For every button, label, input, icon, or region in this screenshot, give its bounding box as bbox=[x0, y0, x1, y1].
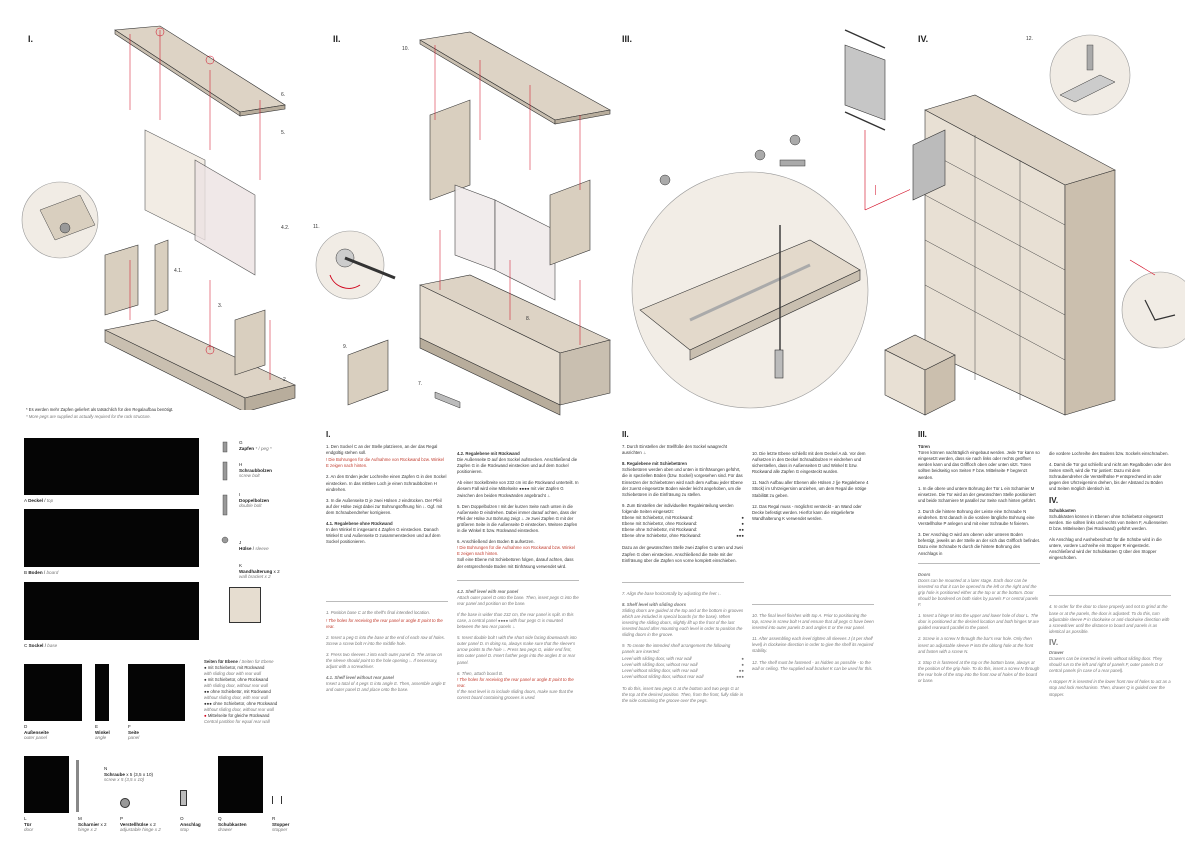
sides-item-4: ●●● ohne Schiebetür, ohne Rückwand without sliding door, without rear wall bbox=[204, 701, 278, 712]
part-i-label: I Doppelbolzen double bolt bbox=[239, 492, 270, 508]
footnote-de: * Es werden mehr Zapfen geliefert als tatsächlich für den Regalaufbau benötigt. bbox=[26, 407, 174, 412]
callout-2: 2. bbox=[283, 377, 288, 383]
part-j-label: J Hülse / sleeve bbox=[239, 540, 269, 551]
step-label-4: IV. bbox=[918, 34, 929, 44]
part-l-image bbox=[24, 756, 69, 813]
step-label-1: I. bbox=[28, 34, 34, 44]
footnote-en: * More pegs are supplied as actually required for the rack structure. bbox=[26, 414, 151, 419]
instructions-col-2: 4.2. Regalebene mit Rückwand Die Außenseite D auf den Sockel aufstecken. Anschließend die Zapfen G in die Rückwand einstecken und auf dem Sockel positionieren. Ab einer Sockelbreite von 232 cm ist die Rückwand unterteilt. In diesem Fall wird eine Mittelseite ●●●● mit vier Zapfen G zwischen den beiden Rückwänden angebracht ↓. 5. Den Doppelbolzen I mit der kurzen Seite nach unten in die Außenseite D eindrehen. Dabei immer darauf achten, dass der Pfeil der Hülse zur Bohrung zeigt ↓. Je zwei Zapfen G mit der größeren Seite in die Außenseite D einstecken. Weitere Zapfen in die Winkel E bzw. Rückwand einstecken. 6. Anschließend den Boden B aufsetzen. ! Die Bohrungen für die Aufnahme von Rückwand bzw. Winkel E zeigen nach hinten. Soll eine Ebene mit Schiebetüren folgen, darauf achten, dass der entsprechende Boden mit Einfräsung verwendet wird. 4.2. Shelf level with rear panel Attach outer panel D onto the base. Then, insert pegs G into the rear panel and position on the base. If the base is wider than 232 cm, the rear panel is split. In this case, a central panel ●●●● with four pegs G is mounted between the two rear panels ↓. 5. Insert double bolt I with the short side facing downwards into outer panel D. In doing so, always make sure that the sleeve's arrow points to the hole ↓. Press two pegs G, wider end first, into outer panel D. Insert further pegs into the angles E or rear panel. 6. Then, attach board B. ! The holes for receiving the rear panel or angle E point to the rear. If the next level is to include sliding doors, make sure that the correct board containing grooves is used. bbox=[457, 451, 579, 700]
sides-item-5: ● Mittelseite für gleiche Rückwand Central partition for equal rear wall bbox=[204, 713, 270, 724]
callout-10: 10. bbox=[402, 46, 409, 52]
assembly-figure-3 bbox=[630, 20, 910, 430]
part-e-image bbox=[95, 664, 109, 721]
callout-6: 6. bbox=[281, 92, 286, 98]
part-b-image bbox=[24, 509, 199, 567]
part-g-label: G Zapfen * / peg * bbox=[239, 440, 272, 451]
part-e-label: E Winkel angle bbox=[95, 724, 110, 740]
part-k-image bbox=[229, 587, 259, 621]
sides-item-3: ●● ohne Schiebetür, mit Rückwand without sliding door, with rear wall bbox=[204, 689, 271, 700]
part-c-image bbox=[24, 582, 199, 640]
part-r-icon bbox=[272, 796, 282, 804]
assembly-figure-1 bbox=[20, 20, 310, 410]
callout-3: 3. bbox=[218, 303, 223, 309]
instructions-col-3: II. 7. Durch Einstellen der Stellfüße den Sockel waagrecht ausrichten ↓. 8. Regalebene mit Schiebetüren Schiebetüren werden oben und unten in Einfräsungen geführt, die in speziellen Böden (bzw. Sockel) vorgesehen sind. Für das Einsetzen der Schiebetüren wird nach dem Aufbau jeder Ebene der zuerst eingesetzte Boden wieder leicht angehoben, um die Schiebetüren in die Einfräsung zu stellen. 9. Zum Einstellen der individuellen Regaleinteilung werden folgende Seiten eingesetzt: Ebene mit Schiebetür, mit Rückwand: ● Ebene mit Schiebetür, ohne Rückwand: ● Ebene ohne Schiebetür, mit Rückwand: ●● Ebene ohne Schiebetür, ohne Rückwand: ●●● Dazu an der gewünschten Stelle zwei Zapfen G unten und zwei Zapfen G oben einstecken. Anschließend die Seite mit der Einfräsung über die Zapfen von vorne komplett einschieben. 7. Align the base horizontally by adjusting the feet ↓. 8. Shelf level with sliding doors Sliding doors are guided at the top and at the bottom in grooves which are included in special boards (or the base). When inserting the sliding doors, slightly lift up the front of the last inserted board after mounting each level in order to position the sliding doors in the groove. 9. To create the intended shelf arrangement the following panels are inserted: Level with sliding door, with rear wall ● Level with sliding door, without rear wall ● Level without sliding door, with rear wall ●● Level without sliding door, without rear wall ●●● To do this, insert two pegs G at the bottom and two pegs G at the top at the desired position. Then, from the front, fully slide in the side containing the groove over the pegs. bbox=[622, 430, 744, 704]
part-f-image bbox=[128, 664, 185, 721]
callout-4-1: 4.1. bbox=[174, 268, 183, 274]
assembly-figure-4 bbox=[875, 20, 1185, 420]
hardware-icons bbox=[218, 440, 232, 560]
instructions-col-5: III. Türen Türen können nachträglich eingebaut werden. Jede Tür kann so eingesetzt werden, dass sie nach links oder rechts geöffnet werden kann und das Griffloch oben oder unten sitzt. Türen sollten beidseitig von Seiten F bzw. Mittelseite F begrenzt werden. 1. In die obere und untere Bohrung der Tür L ein Scharnier M einsetzen. Die Tür wird an der gewünschten Stelle positioniert und beide Scharniere M parallel zur Seite nach hinten geführt. 2. Durch die hintere Bohrung der Leiste eine Schraube N eindrehen. Erst danach in die vordere längliche Bohrung eine Verstellhülse P anlegen und mit einer Schraube N fixieren. 3. Der Anschlag O wird am oberen oder unteren Boden befestigt, jeweils an der Stelle an der sich das Griffloch befindet. Dazu eine Schraube N durch die hintere Bohrung des Anschlags in Doors Doors can be mounted at a later stage. Each door can be inserted so that it can be opened to the left or the right and the grip hole is positioned either at the top or at the bottom. Door should be bordered on both sides by panels F or central panels F. 1. Insert a hinge M into the upper and lower hole of door L. The door is positioned at the desired location and both hinges M are guided rearward parallel to the panel. 2. Screw in a screw N through the bar's rear hole. Only then insert an adjustable sleeve P into the oblong hole at the front and fasten with a screw N. 3. Stop O is fastened at the top or the bottom base, always at the position of the grip hole. To do this, insert a screw N through the rear hole of the stop into the front row of holes of the board or base. bbox=[918, 430, 1040, 683]
sides-item-1: ● mit Schiebetür, mit Rückwand with sliding door with rear wall bbox=[204, 665, 265, 676]
part-n-label: N Schraube x 5 (3,5 x 10) screw x 5 (3,5 x 10) bbox=[104, 766, 154, 782]
part-h-label: H Schraubbolzen screw bolt bbox=[239, 462, 272, 478]
part-r-label: R Stopper stopper bbox=[272, 816, 290, 832]
part-c-label: C Sockel / base bbox=[24, 643, 58, 648]
part-b-label: B Boden / board bbox=[24, 570, 59, 575]
part-a-image bbox=[24, 438, 199, 495]
instructions-col-6: die vordere Lochreihe des Bodens bzw. Sockels einschrauben. 4. Damit die Tür gut schließt und nicht am Regalboden oder den Seiten streift, wird die Tür justiert: Dazu mit dem Schraubendreher die Verstellhülse P entsprechend im oder gegen den Uhrzeigersinn drehen, bis der Abstand zu Böden und Seiten möglich identisch ist. IV. Schubkasten Schubkästen können in Ebenen ohne Schiebetür eingesetzt werden. Sie sollten links und rechts von Seiten F, Außenseiten D bzw. Mittelseiten (bei Rückwand) geführt werden. Als Anschlag und Aushebeschutz für die Schübe wird in die untere, vordere Lochreihe ein Stopper R eingesteckt. Anschließend wird der Schubkasten Q über den Stopper eingeschoben. 4. In order for the door to close properly and not to grind at the base or at the panels, the door is adjusted: To do this, turn adjustable sleeve P in clockwise or anti-clockwise direction with a screwdriver until the distance to board and panels is as identical as possible. IV. Drawer Drawers can be inserted in levels without sliding door. They should run to the left and right of panels F, outer panels D or central panels (in case of a rear panel). A stopper R is inserted in the lower front row of holes to act as a stop and lock mechanism. Then, drawer Q is guided over the stopper. bbox=[1049, 451, 1171, 697]
callout-5: 5. bbox=[281, 130, 286, 136]
part-p-label: P Verstellhülse x 2 adjustable hinge x 2 bbox=[120, 816, 161, 832]
part-a-label: A Deckel / top bbox=[24, 498, 54, 503]
sides-legend: Seiten für Ebene / Seiten für Ebene ● mit Schiebetür, mit Rückwand with sliding door with rear wall ● mit Schiebetür, ohne Rückwand with sliding door, without rear wall ●● ohne Schiebetür, mit Rückwand without sliding door, with rear wall ●●● ohne Schiebetür, ohne Rückwand without sliding door, without rear wall ● Mittelseite für gleiche Rückwand Central partition for equal rear wall bbox=[204, 659, 319, 725]
step-label-3: III. bbox=[622, 34, 633, 44]
part-o-icon bbox=[180, 790, 187, 806]
part-o-label: O Anschlag stop bbox=[180, 816, 201, 832]
callout-7: 7. bbox=[418, 381, 423, 387]
callout-4-2: 4.2. bbox=[281, 225, 290, 231]
step-label-2: II. bbox=[333, 34, 341, 44]
part-f-label: F Seite panel bbox=[128, 724, 140, 740]
col3-title: II. bbox=[622, 430, 629, 439]
part-m-image bbox=[76, 760, 79, 812]
part-q-image bbox=[218, 756, 263, 813]
part-d-image bbox=[24, 664, 82, 721]
instructions-col-4: 10. Die letzte Ebene schließt mit dem Deckel A ab. Vor dem Aufsetzen in den Deckel Schraubbolzen H eindrehen und sicherstellen, dass in Außenseiten D und Winkel E bzw. Rückwand alle Zapfen G eingesteckt wurden. 11. Nach Aufbau aller Ebenen alle Hülsen J (je Regalebene 4 Stück) im Uhrzeigersinn anziehen, um dem Regal die nötige Stabilität zu geben. 12. Das Regal muss - möglichst versteckt - an Wand oder Decke befestigt werden. Hierfür kann die mitgelieferte Wandhalterung K verwendet werden. 10. The final level finishes with top A. Prior to positioning the top, screw in screw bolt H and ensure that all pegs G have been inserted into outer panels D and angles E or the rear panel. 11. After assembling each level tighten all sleeves J (4 per shelf level) in clockwise direction in order to give the shelf its required stability. 12. The shelf must be fastened - as hidden as possible - to the wall or ceiling. The supplied wall bracket K can be used for this. bbox=[752, 451, 874, 671]
assembly-figure-2 bbox=[310, 20, 620, 430]
callout-8: 8. bbox=[526, 316, 531, 322]
col5-title: III. bbox=[918, 430, 927, 439]
callout-9: 9. bbox=[343, 344, 348, 350]
part-k-label: K Wandhalterung x 2 wall bracket x 2 bbox=[239, 563, 280, 579]
part-q-label: Q Schubkasten drawer bbox=[218, 816, 247, 832]
instructions-col-1: I. 1. Den Sockel C an der Stelle platzieren, an der das Regal endgültig stehen soll. ! Die Bohrungen für die Aufnahme von Rückwand bzw. Winkel E zeigen nach hinten. 2. An den Enden jeder Lochreihe einen Zapfen G in den Sockel einstecken. In das mittlere Loch je einen Schraubbolzen H eindrehen. 3. In die Außenseite D je zwei Hülsen J eindrücken. Der Pfeil auf der Hülse zeigt dabei zur Bohrungsöffnung hin ↓. Ggf. mit dem Schraubendreher korrigieren. 4.1. Regalebene ohne Rückwand In den Winkel E insgesamt 4 Zapfen G einstecken. Danach Winkel E und Außenseite D zusammenstecken und auf dem Sockel positionieren. 1. Position base C at the shelf's final intended location. ! The holes for receiving the rear panel or angle E point to the rear. 2. Insert a peg G into the base at the end of each row of holes. Screw a screw bolt H into the middle hole. 3. Press two sleeves J into each outer panel D. The arrow on the sleeve should point to the hole opening ↓. If necessary, adjust with a screwdriver. 4.1. Shelf level without rear panel Insert a total of 4 pegs G into angle E. Then, assemble angle E and outer panel D and place onto the base. bbox=[326, 430, 447, 693]
callout-11: 11. bbox=[313, 224, 320, 230]
part-l-label: L Tür door bbox=[24, 816, 34, 832]
col1-title: I. bbox=[326, 430, 331, 439]
sides-item-2: ● mit Schiebetür, ohne Rückwand with sliding door, without rear wall bbox=[204, 677, 269, 688]
col6-title: IV. bbox=[1049, 495, 1059, 505]
part-d-label: D Außenseite outer panel bbox=[24, 724, 49, 740]
col6-title-en: IV. bbox=[1049, 637, 1059, 647]
callout-12: 12. bbox=[1026, 36, 1033, 42]
part-p-icon bbox=[120, 798, 130, 808]
part-m-label: M Scharnier x 2 hinge x 2 bbox=[78, 816, 107, 832]
